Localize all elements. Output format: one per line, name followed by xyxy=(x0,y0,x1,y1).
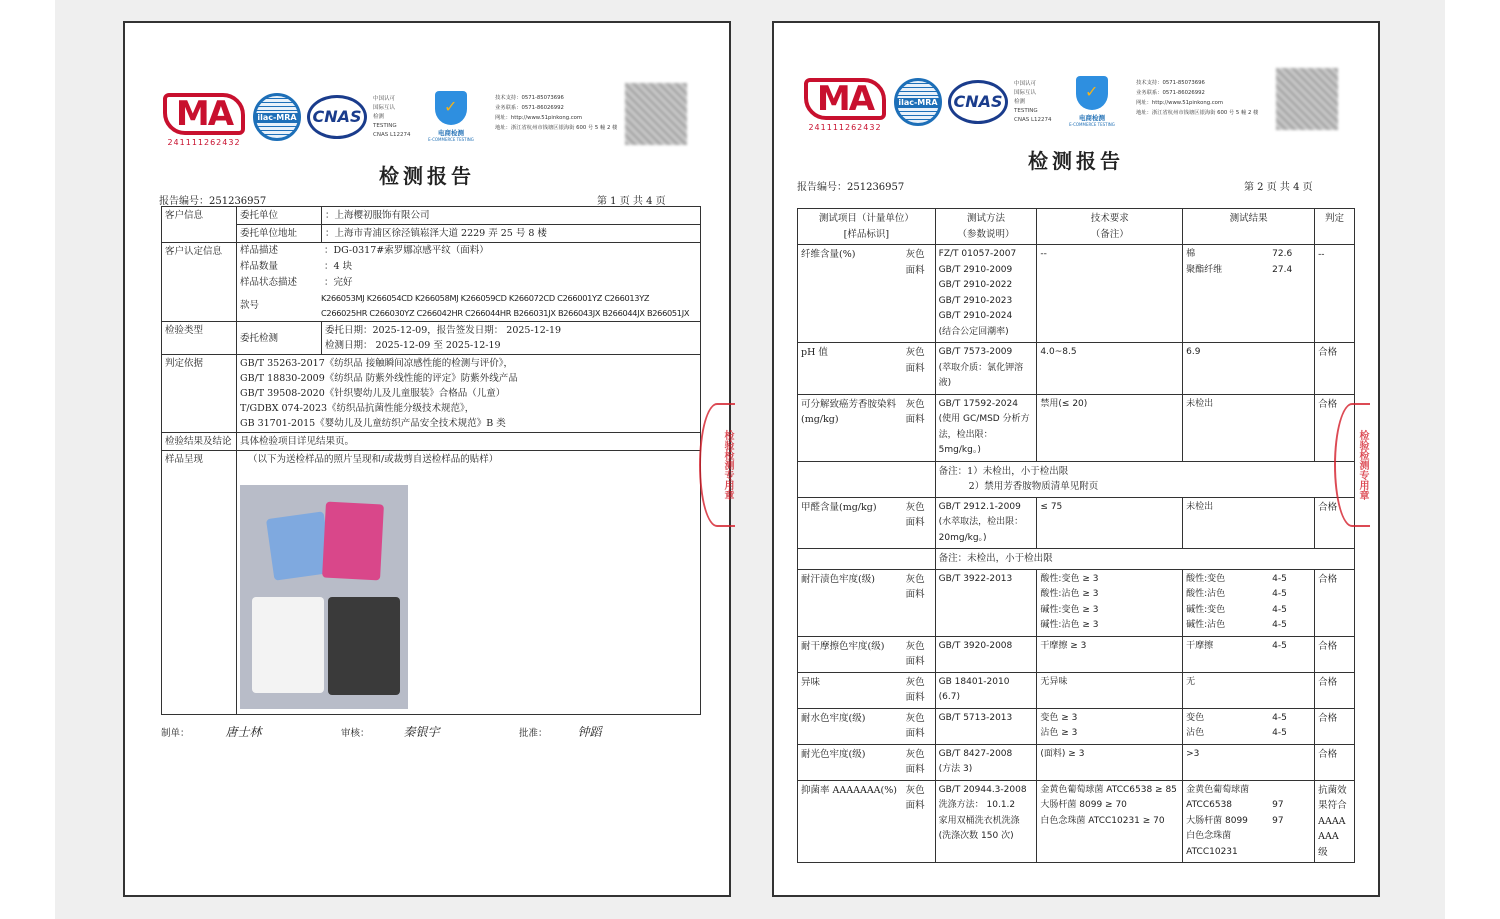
confirm-info-block xyxy=(237,243,701,322)
test-result: 变色 4-5 沾色 4-5 xyxy=(1183,708,1315,744)
result-row xyxy=(798,744,1355,780)
test-result: 棉 72.6 聚酯纤维 27.4 xyxy=(1183,245,1315,343)
report-number: 报告编号：251236957 xyxy=(797,182,905,193)
cnas-text: 中国认可 国际互认 检测 TESTING CNAS L12274 xyxy=(1014,81,1052,123)
sample-photo xyxy=(240,485,408,709)
test-method: GB/T 3920-2008 xyxy=(935,636,1037,672)
note: 备注：未检出，小于检出限 xyxy=(935,549,1354,570)
cma-logo: MA 241111262432 xyxy=(804,78,886,136)
sample-show-label: 样品呈现 xyxy=(162,451,237,715)
test-item: 异味 xyxy=(798,672,903,708)
result-row xyxy=(798,569,1355,636)
note-row xyxy=(798,549,1355,570)
result-row xyxy=(798,636,1355,672)
test-method: GB/T 3922-2013 xyxy=(935,569,1037,636)
head-result: 测试结果 xyxy=(1183,209,1315,245)
test-method: GB/T 5713-2013 xyxy=(935,708,1037,744)
test-result: >3 xyxy=(1183,744,1315,780)
judgement: 合格 xyxy=(1315,672,1355,708)
test-method: GB/T 2912.1-2009 (水萃取法，检出限：20mg/kg。) xyxy=(935,497,1037,549)
cnas-logo: CNAS xyxy=(307,95,367,139)
dates: 委托日期：2025-12-09，报告签发日期： 2025-12-19 检测日期： 2025-12-09 至 2025-12-19 xyxy=(322,322,701,355)
report-number: 报告编号：251236957 xyxy=(159,196,267,207)
page-number: 第 2 页 共 4 页 xyxy=(1244,182,1313,193)
sample-desc-value: ：DG-0317#索罗娜凉感平纹（面料） xyxy=(324,245,489,256)
report-page-1 xyxy=(123,21,731,897)
qr-code xyxy=(1276,68,1338,130)
client-addr-label: 委托单位地址 xyxy=(237,225,322,243)
judgement: 抗菌效果符合 AAAA AAA 级 xyxy=(1315,780,1355,863)
sample-show-text: （以下为送检样品的照片呈现和/或裁剪自送检样品的贴样） xyxy=(248,454,499,465)
results-table xyxy=(797,208,1355,863)
head-item: 测试项目（计量单位） [样品标识] xyxy=(798,209,936,245)
test-method: GB/T 17592-2024 (使用 GC/MSD 分析方法，检出限：5mg/kg。) xyxy=(935,394,1037,461)
style-label: 款号 xyxy=(240,300,260,311)
result-value: 具体检验项目详见结果页。 xyxy=(237,433,701,451)
result-row xyxy=(798,672,1355,708)
test-result: 酸性:变色 4-5 酸性:沾色 4-5 碱性:变色 4-5 碱性:沾色 4-5 xyxy=(1183,569,1315,636)
approve-sign: 批准： 钟蹈 xyxy=(519,725,602,739)
qr-code xyxy=(625,83,687,145)
inspect-type-label: 检验类型 xyxy=(162,322,237,355)
test-item: 甲醛含量(mg/kg) xyxy=(798,497,903,549)
note-row xyxy=(798,461,1355,497)
audit-sign: 审核： 秦银宇 xyxy=(341,725,440,739)
requirement: ≤ 75 xyxy=(1037,497,1183,549)
result-row xyxy=(798,343,1355,395)
test-method: FZ/T 01057-2007 GB/T 2910-2009 GB/T 2910-2022 GB/T 2910-2023 GB/T 2910-2024 (结合公定回潮率) xyxy=(935,245,1037,343)
page-number: 第 1 页 共 4 页 xyxy=(597,196,666,207)
page-title: 检测报告 xyxy=(379,164,475,188)
requirement: (面料) ≥ 3 xyxy=(1037,744,1183,780)
client-label: 委托单位 xyxy=(237,207,322,225)
confirm-info-label: 客户认定信息 xyxy=(162,243,237,322)
contact-info: 技术支持：0571-85073696 业务联系：0571-86026992 网址：http://www.51pinkong.com 地址：浙江省杭州市钱塘区银海街 600 号 5 幢 2 楼 xyxy=(1136,80,1259,116)
sample-show-cell xyxy=(237,451,701,715)
test-result: 6.9 xyxy=(1183,343,1315,395)
head-judge: 判定 xyxy=(1315,209,1355,245)
report-page-2 xyxy=(772,21,1380,897)
style-values: K266053MJ K266054CD K266058MJ K266059CD K266072CD C266001YZ C266013YZ C266025HR C266030YZ C266042HR C266044HR B266031JX B266043JX B266044JX B266051JX xyxy=(321,293,690,318)
ecommerce-testing-logo: ✓ 电商检测 E-COMMERCE TESTING xyxy=(1062,76,1122,127)
requirement: 变色 ≥ 3 沾色 ≥ 3 xyxy=(1037,708,1183,744)
cnas-text: 中国认可 国际互认 检测 TESTING CNAS L12274 xyxy=(373,96,411,138)
sample-mark: 灰色面料 xyxy=(903,780,936,863)
test-method: GB/T 7573-2009 (萃取介质：氯化钾溶液) xyxy=(935,343,1037,395)
client-addr-value: ：上海市青浦区徐泾镇崧泽大道 2229 弄 25 号 8 楼 xyxy=(322,225,701,243)
requirement: 4.0~8.5 xyxy=(1037,343,1183,395)
test-method: GB/T 20944.3-2008 洗涤方法： 10.1.2 家用双桶洗衣机洗涤 (洗涤次数 150 次) xyxy=(935,780,1037,863)
sample-qty-value: ：4 块 xyxy=(324,261,353,272)
test-item: 可分解致癌芳香胺染料(mg/kg) xyxy=(798,394,903,461)
page-title: 检测报告 xyxy=(1028,149,1124,173)
test-item: 耐水色牢度(级) xyxy=(798,708,903,744)
result-row xyxy=(798,245,1355,343)
sample-mark: 灰色面料 xyxy=(903,245,936,343)
info-table xyxy=(161,206,701,715)
customer-info-label: 客户信息 xyxy=(162,207,237,243)
result-row xyxy=(798,708,1355,744)
head-req: 技术要求 （备注） xyxy=(1037,209,1183,245)
judgement: 合格 xyxy=(1315,497,1355,549)
basis-list: GB/T 35263-2017《纺织品 接触瞬间凉感性能的检测与评价》， GB/T 18830-2009《纺织品 防紫外线性能的评定》防紫外线产品 GB/T 39508-2020《针织婴幼儿及儿童服装》合格品（儿童） T/GDBX 074-2023《纺织品抗菌性能分级技术规范》， GB 31701-2015《婴幼儿及儿童纺织产品安全技术规范》B 类 xyxy=(237,355,701,433)
result-row xyxy=(798,497,1355,549)
judgement: 合格 xyxy=(1315,394,1355,461)
ecommerce-testing-logo: ✓ 电商检测 E-COMMERCE TESTING xyxy=(421,91,481,142)
requirement: -- xyxy=(1037,245,1183,343)
sample-mark: 灰色面料 xyxy=(903,744,936,780)
judgement: 合格 xyxy=(1315,708,1355,744)
inspect-type-value: 委托检测 xyxy=(237,322,322,355)
cert-header xyxy=(804,68,1344,144)
cnas-logo: CNAS xyxy=(948,80,1008,124)
judgement: 合格 xyxy=(1315,636,1355,672)
sample-mark: 灰色面料 xyxy=(903,636,936,672)
test-item: 耐汗渍色牢度(级) xyxy=(798,569,903,636)
sample-mark: 灰色面料 xyxy=(903,394,936,461)
judgement: 合格 xyxy=(1315,343,1355,395)
test-item: 抑菌率 AAAAAAA(%) xyxy=(798,780,903,863)
requirement: 酸性:变色 ≥ 3 酸性:沾色 ≥ 3 碱性:变色 ≥ 3 碱性:沾色 ≥ 3 xyxy=(1037,569,1183,636)
test-method: GB/T 8427-2008 (方法 3) xyxy=(935,744,1037,780)
basis-label: 判定依据 xyxy=(162,355,237,433)
client-value: ：上海樱初服饰有限公司 xyxy=(322,207,701,225)
official-stamp: 检验检测专用章 xyxy=(1334,403,1370,527)
sample-desc-label: 样品描述 xyxy=(240,245,279,256)
sample-qty-label: 样品数量 xyxy=(240,261,279,272)
ilac-mra-logo: ilac-MRA xyxy=(253,93,301,141)
test-result: 未检出 xyxy=(1183,497,1315,549)
sample-mark: 灰色面料 xyxy=(903,672,936,708)
judgement: 合格 xyxy=(1315,569,1355,636)
sample-state-value: ：完好 xyxy=(324,277,353,288)
test-item: 耐光色牢度(级) xyxy=(798,744,903,780)
result-label: 检验结果及结论 xyxy=(162,433,237,451)
official-stamp: 检验检测专用章 xyxy=(699,403,735,527)
test-result: 干摩擦 4-5 xyxy=(1183,636,1315,672)
contact-info: 技术支持：0571-85073696 业务联系：0571-86026992 网址：http://www.51pinkong.com 地址：浙江省杭州市钱塘区银海街 600 号 5 幢 2 楼 xyxy=(495,95,618,131)
head-method: 测试方法 （参数说明） xyxy=(935,209,1037,245)
requirement: 干摩擦 ≥ 3 xyxy=(1037,636,1183,672)
judgement: 合格 xyxy=(1315,744,1355,780)
test-method: GB 18401-2010 (6.7) xyxy=(935,672,1037,708)
result-row xyxy=(798,394,1355,461)
sample-state-label: 样品状态描述 xyxy=(240,277,298,288)
sample-mark: 灰色面料 xyxy=(903,569,936,636)
cert-header xyxy=(163,83,703,159)
test-result: 未检出 xyxy=(1183,394,1315,461)
requirement: 金黄色葡萄球菌 ATCC6538 ≥ 85 大肠杆菌 8099 ≥ 70 白色念珠菌 ATCC10231 ≥ 70 xyxy=(1037,780,1183,863)
test-item: 纤维含量(%) xyxy=(798,245,903,343)
sample-mark: 灰色面料 xyxy=(903,343,936,395)
test-item: pH 值 xyxy=(798,343,903,395)
result-row xyxy=(798,780,1355,863)
sample-mark: 灰色面料 xyxy=(903,708,936,744)
test-result: 无 xyxy=(1183,672,1315,708)
requirement: 无异味 xyxy=(1037,672,1183,708)
requirement: 禁用(≤ 20) xyxy=(1037,394,1183,461)
judgement: -- xyxy=(1315,245,1355,343)
ilac-mra-logo: ilac-MRA xyxy=(894,78,942,126)
test-result: 金黄色葡萄球菌 ATCC6538 97 大肠杆菌 8099 97 白色念珠菌 ATCC10231 xyxy=(1183,780,1315,863)
cma-logo: MA 241111262432 xyxy=(163,93,245,151)
note: 备注：1）未检出，小于检出限 2）禁用芳香胺物质清单见附页 xyxy=(935,461,1354,497)
test-item: 耐干摩擦色牢度(级) xyxy=(798,636,903,672)
maker-sign: 制单： 唐士林 xyxy=(161,725,262,739)
sample-mark: 灰色面料 xyxy=(903,497,936,549)
